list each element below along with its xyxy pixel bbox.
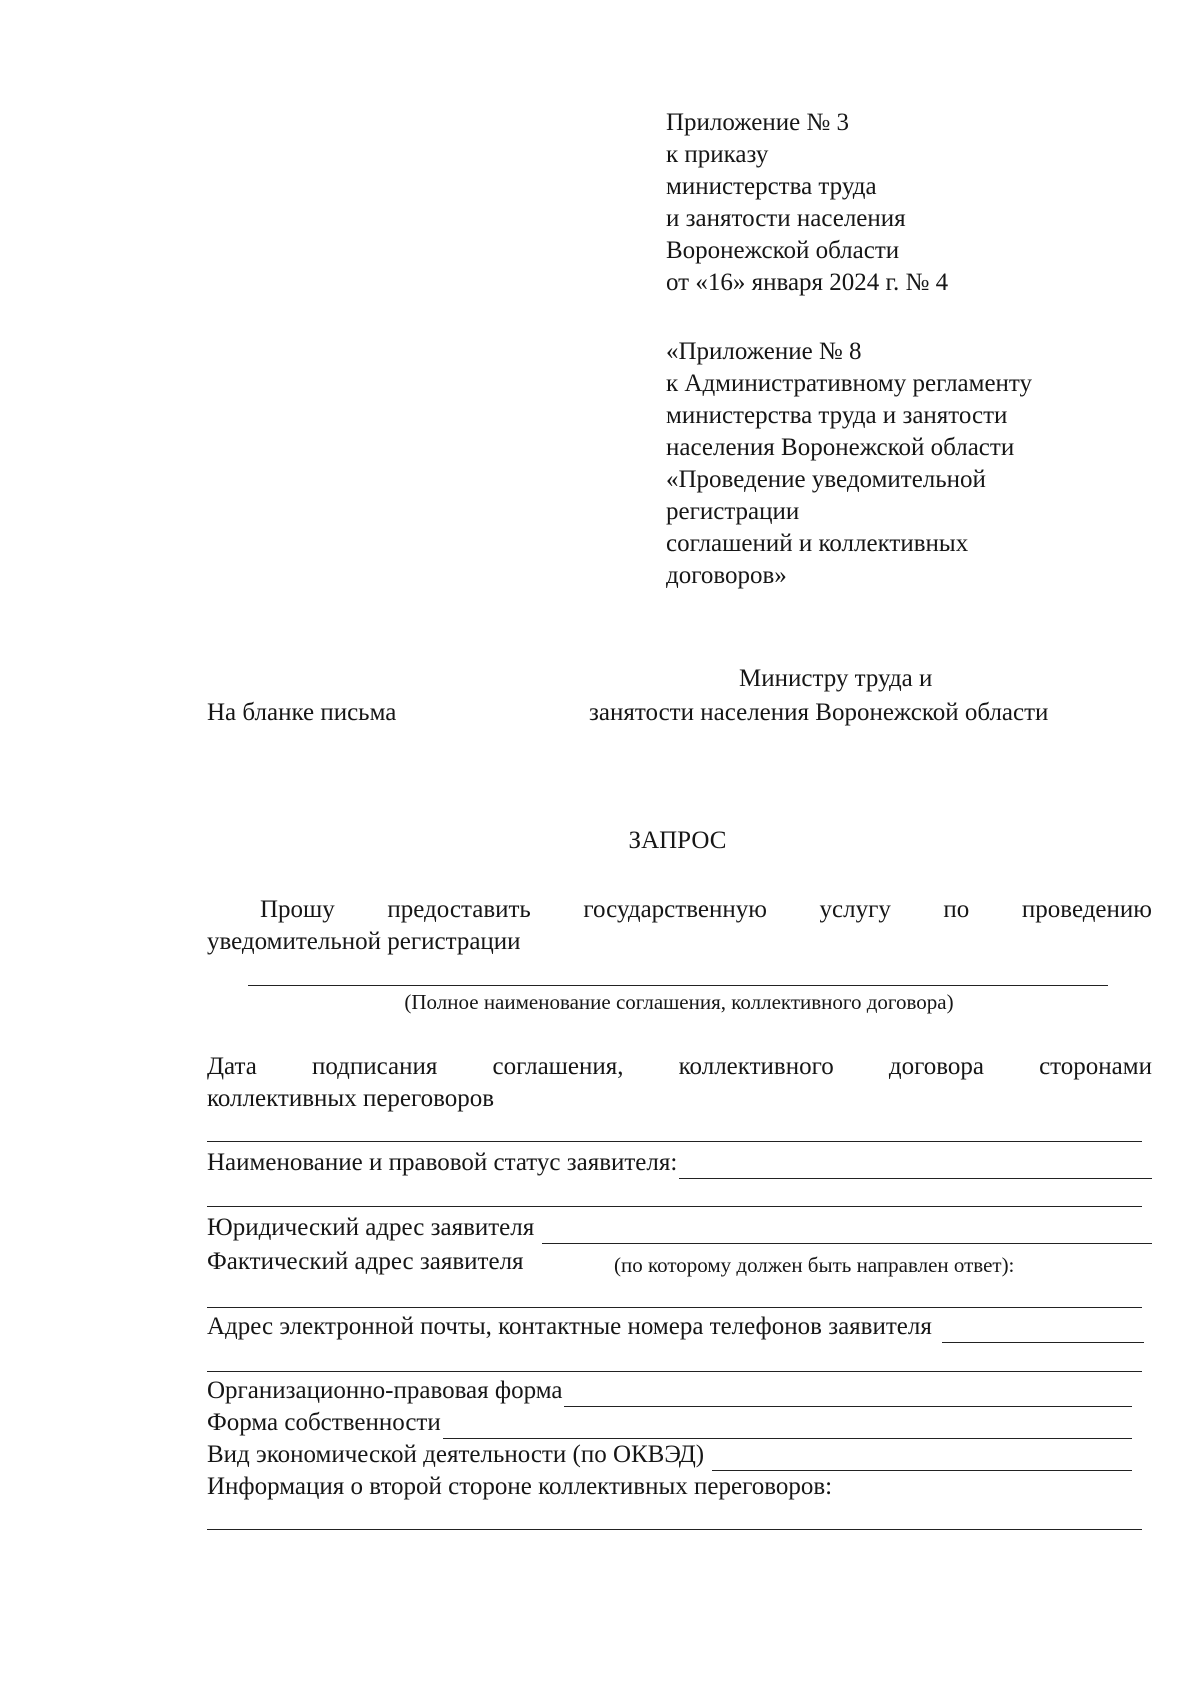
actual-address-label: Фактический адрес заявителя (207, 1248, 524, 1275)
actual-address-field[interactable] (207, 1307, 1142, 1308)
appendix-3-header (666, 107, 948, 299)
applicant-name-field-extra[interactable] (207, 1206, 1142, 1207)
ownership-field[interactable] (443, 1415, 1132, 1439)
org-form-label: Организационно-правовая форма (207, 1377, 563, 1404)
applicant-name-label: Наименование и правовой статус заявителя: (207, 1149, 678, 1176)
second-party-field[interactable] (207, 1529, 1142, 1530)
signing-word: Дата (207, 1053, 257, 1080)
activity-row (207, 1439, 1132, 1471)
signing-word: коллективного (678, 1053, 834, 1080)
appendix-3-line: Воронежской области (666, 237, 900, 264)
contacts-field-extra[interactable] (207, 1371, 1142, 1372)
request-word: проведению (1021, 896, 1152, 923)
agreement-name-caption: (Полное наименование соглашения, коллективного договора) (404, 990, 954, 1014)
appendix-8-header (666, 336, 1032, 592)
contacts-label: Адрес электронной почты, контактные номера телефонов заявителя (207, 1313, 932, 1340)
signing-date-field[interactable] (207, 1141, 1142, 1142)
org-form-field[interactable] (564, 1383, 1132, 1407)
org-form-row (207, 1375, 1132, 1407)
legal-address-row (207, 1212, 1152, 1244)
appendix-3-line: министерства труда (666, 173, 877, 200)
legal-address-field[interactable] (542, 1220, 1152, 1244)
activity-label: Вид экономической деятельности (по ОКВЭД) (207, 1441, 705, 1468)
applicant-name-field[interactable] (679, 1155, 1152, 1179)
appendix-3-line: от «16» января 2024 г. № 4 (666, 269, 949, 296)
signing-line-1 (207, 1051, 1152, 1083)
ownership-label: Форма собственности (207, 1409, 441, 1436)
appendix-8-line: «Приложение № 8 (666, 338, 862, 365)
appendix-8-line: к Административному регламенту (666, 370, 1033, 397)
appendix-8-line: министерства труда и занятости (666, 402, 1008, 429)
addressee-line-2: занятости населения Воронежской области (589, 699, 1049, 726)
request-word: государственную (583, 896, 767, 923)
signing-word: сторонами (1039, 1053, 1152, 1080)
second-party-label: Информация о второй стороне коллективных переговоров: (207, 1473, 833, 1500)
contacts-field[interactable] (942, 1319, 1144, 1343)
appendix-3-line: Приложение № 3 (666, 109, 850, 136)
request-word: по (943, 896, 970, 923)
addressee-line-1: Министру труда и (739, 665, 933, 692)
request-line-2: уведомительной регистрации (207, 928, 521, 955)
request-word: Прошу (260, 896, 335, 923)
actual-address-note: (по которому должен быть направлен ответ): (614, 1253, 1015, 1277)
appendix-3-line: к приказу (666, 141, 769, 168)
appendix-8-line: регистрации (666, 498, 800, 525)
appendix-8-line: населения Воронежской области (666, 434, 1015, 461)
document-title: ЗАПРОС (628, 827, 727, 854)
signing-word: подписания (311, 1053, 438, 1080)
applicant-name-row (207, 1147, 1152, 1179)
signing-word: соглашения, (492, 1053, 624, 1080)
appendix-8-line: договоров» (666, 562, 787, 589)
appendix-3-line: и занятости населения (666, 205, 906, 232)
letterhead-note: На бланке письма (207, 699, 397, 726)
request-line-1 (260, 894, 1152, 926)
signing-word: договора (888, 1053, 984, 1080)
signing-line-2: коллективных переговоров (207, 1085, 495, 1112)
contacts-row (207, 1311, 1144, 1343)
legal-address-label: Юридический адрес заявителя (207, 1214, 535, 1241)
appendix-8-line: соглашений и коллективных (666, 530, 969, 557)
ownership-row (207, 1407, 1132, 1439)
request-word: услугу (819, 896, 891, 923)
request-word: предоставить (387, 896, 531, 923)
appendix-8-line: «Проведение уведомительной (666, 466, 986, 493)
activity-field[interactable] (712, 1447, 1132, 1471)
